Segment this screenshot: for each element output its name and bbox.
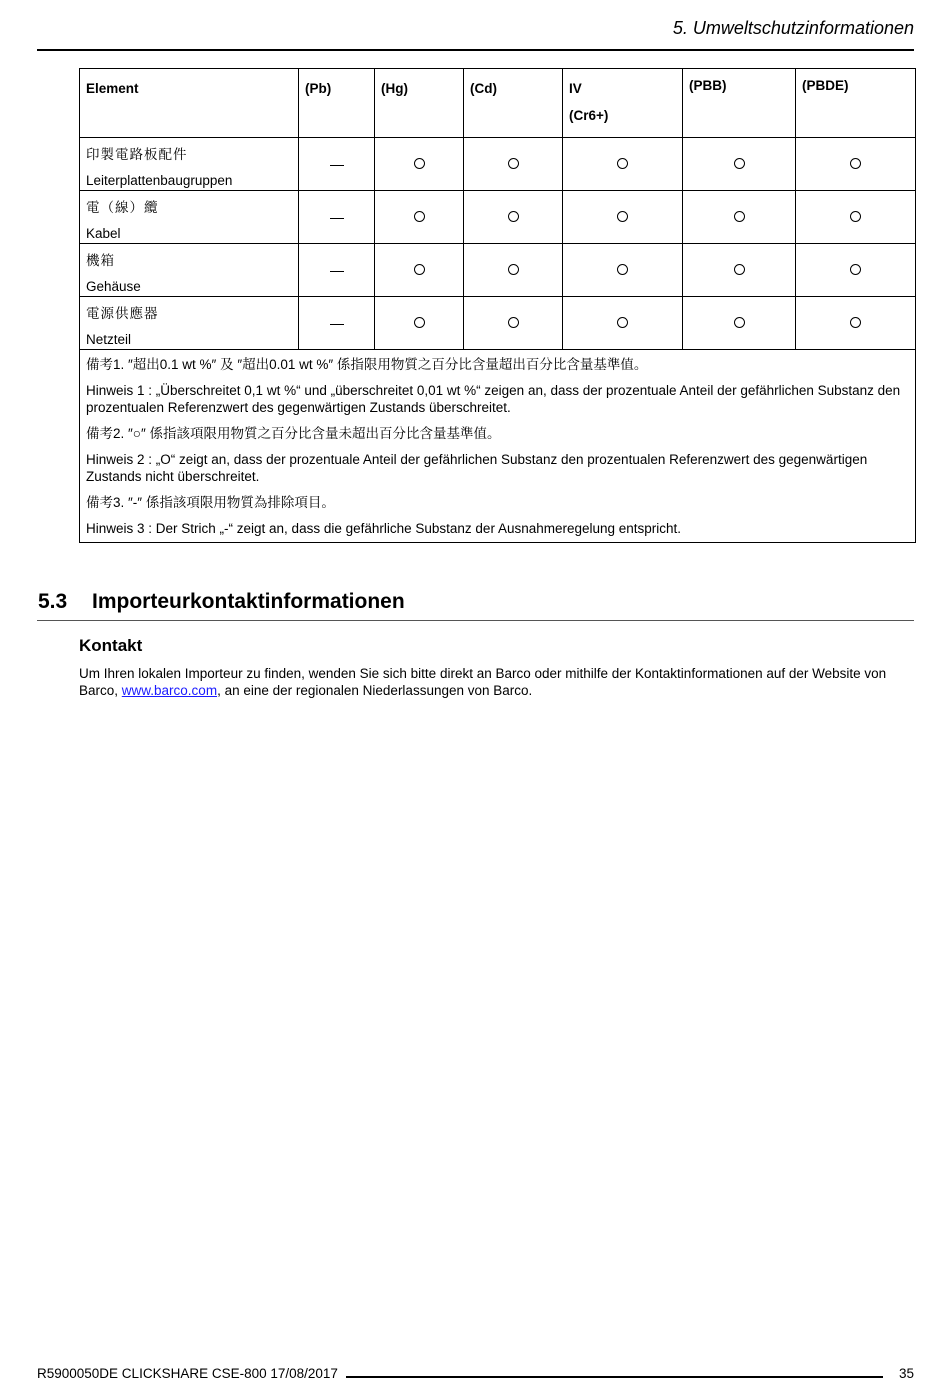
substance-mark-cell: [796, 297, 916, 350]
table-body: [80, 138, 916, 350]
hazardous-substances-table: [79, 68, 916, 543]
table-row: [80, 138, 916, 191]
circle-mark: [850, 317, 861, 328]
substance-mark-cell: [464, 297, 563, 350]
table-row: [80, 244, 916, 297]
part-name-cn: 電（線）纜: [86, 200, 159, 215]
part-name-cn: 電源供應器: [86, 306, 159, 321]
notes-cell: [80, 350, 916, 543]
note-1-de: Hinweis 1 : „Überschreitet 0,1 wt %“ und „überschreitet 0,01 wt %“ zeigen an, dass der prozentuale Anteil der gefährlichen Substanz den prozentualen Referenzwert des gegenwärtigen Zustands überschreitet.: [86, 383, 901, 415]
substance-mark-cell: [299, 138, 375, 191]
substance-mark-cell: [375, 244, 464, 297]
substance-mark-cell: [563, 191, 683, 244]
circle-mark: [850, 211, 861, 222]
circle-mark: [414, 317, 425, 328]
circle-mark: [850, 158, 861, 169]
circle-mark: [617, 211, 628, 222]
barco-link[interactable]: www.barco.com: [121, 683, 218, 698]
table-row: [80, 297, 916, 350]
part-name-cn: 印製電路板配件: [86, 147, 188, 162]
substance-mark-cell: [796, 244, 916, 297]
circle-mark: [734, 158, 745, 169]
part-cell: [80, 191, 299, 244]
substance-mark-cell: [563, 297, 683, 350]
dash-mark: [330, 165, 344, 166]
section-title: Importeurkontaktinformationen: [92, 590, 405, 613]
page-footer: [37, 1366, 914, 1381]
substance-mark-cell: [464, 191, 563, 244]
part-name-de: Gehäuse: [86, 279, 141, 294]
part-name-de: Leiterplattenbaugruppen: [86, 173, 233, 188]
note-2-cn: 備考2. ″○″ 係指該項限用物質之百分比含量未超出百分比含量基準值。: [86, 426, 501, 441]
col-cd: (Cd): [464, 69, 563, 138]
note-2-de: Hinweis 2 : „O“ zeigt an, dass der prozentuale Anteil der gefährlichen Substanz den prozentualen Referenzwert des gegenwärtigen Zustands nicht überschreitet.: [86, 452, 868, 484]
col-pbde: (PBDE): [796, 69, 916, 138]
circle-mark: [850, 264, 861, 275]
circle-mark: [414, 158, 425, 169]
substance-mark-cell: [796, 138, 916, 191]
contact-text-after: , an eine der regionalen Niederlassungen von Barco.: [217, 683, 533, 698]
circle-mark: [508, 264, 519, 275]
substance-mark-cell: [683, 297, 796, 350]
substance-mark-cell: [563, 138, 683, 191]
part-name-de: Netzteil: [86, 332, 132, 347]
dash-mark: [330, 271, 344, 272]
table-header-row: [80, 69, 916, 138]
part-name-de: Kabel: [86, 226, 121, 241]
col-cr6: [563, 69, 683, 138]
substance-mark-cell: [683, 244, 796, 297]
circle-mark: [617, 158, 628, 169]
substance-mark-cell: [683, 191, 796, 244]
col-cr6-line2: (Cr6+): [569, 108, 609, 123]
subsection-title: Kontakt: [79, 636, 143, 655]
circle-mark: [508, 211, 519, 222]
footer-doc-info: R5900050DE CLICKSHARE CSE-800 17/08/2017: [37, 1366, 338, 1381]
circle-mark: [617, 317, 628, 328]
section-divider: [37, 620, 914, 621]
contact-paragraph: [79, 665, 919, 699]
dash-mark: [330, 324, 344, 325]
footer-rule: [346, 1376, 883, 1378]
substance-mark-cell: [299, 244, 375, 297]
header-divider: [37, 49, 914, 51]
substance-mark-cell: [464, 138, 563, 191]
chapter-header: 5. Umweltschutzinformationen: [672, 18, 914, 38]
col-element: Element: [80, 69, 299, 138]
circle-mark: [508, 158, 519, 169]
col-pbb: (PBB): [683, 69, 796, 138]
section-heading: [38, 590, 405, 614]
note-3-de: Hinweis 3 : Der Strich „-“ zeigt an, dass die gefährliche Substanz der Ausnahmeregelung entspricht.: [86, 521, 682, 536]
substance-mark-cell: [796, 191, 916, 244]
circle-mark: [414, 211, 425, 222]
part-cell: [80, 297, 299, 350]
part-cell: [80, 138, 299, 191]
part-cell: [80, 244, 299, 297]
col-cr6-line1: IV: [569, 81, 582, 96]
dash-mark: [330, 218, 344, 219]
notes-row: [80, 350, 916, 543]
circle-mark: [617, 264, 628, 275]
contact-text-before: Um Ihren lokalen Importeur zu finden, wenden Sie sich bitte direkt an Barco oder mithilfe der Kontaktinformationen auf der Website von Barco,: [79, 666, 887, 698]
substance-mark-cell: [683, 138, 796, 191]
circle-mark: [414, 264, 425, 275]
table-row: [80, 191, 916, 244]
substance-mark-cell: [375, 138, 464, 191]
col-hg: (Hg): [375, 69, 464, 138]
substance-mark-cell: [464, 244, 563, 297]
substance-mark-cell: [563, 244, 683, 297]
part-name-cn: 機箱: [86, 253, 115, 268]
circle-mark: [508, 317, 519, 328]
note-1-cn: 備考1. ″超出0.1 wt %″ 及 ″超出0.01 wt %″ 係指限用物質之百分比含量超出百分比含量基準值。: [86, 357, 648, 372]
substance-mark-cell: [299, 191, 375, 244]
section-number: 5.3: [38, 590, 68, 613]
circle-mark: [734, 264, 745, 275]
substance-mark-cell: [375, 297, 464, 350]
page-number: 35: [898, 1366, 914, 1381]
note-3-cn: 備考3. ″-″ 係指該項限用物質為排除項目。: [86, 495, 335, 510]
circle-mark: [734, 211, 745, 222]
substance-mark-cell: [375, 191, 464, 244]
col-pb: (Pb): [299, 69, 375, 138]
substance-mark-cell: [299, 297, 375, 350]
circle-mark: [734, 317, 745, 328]
